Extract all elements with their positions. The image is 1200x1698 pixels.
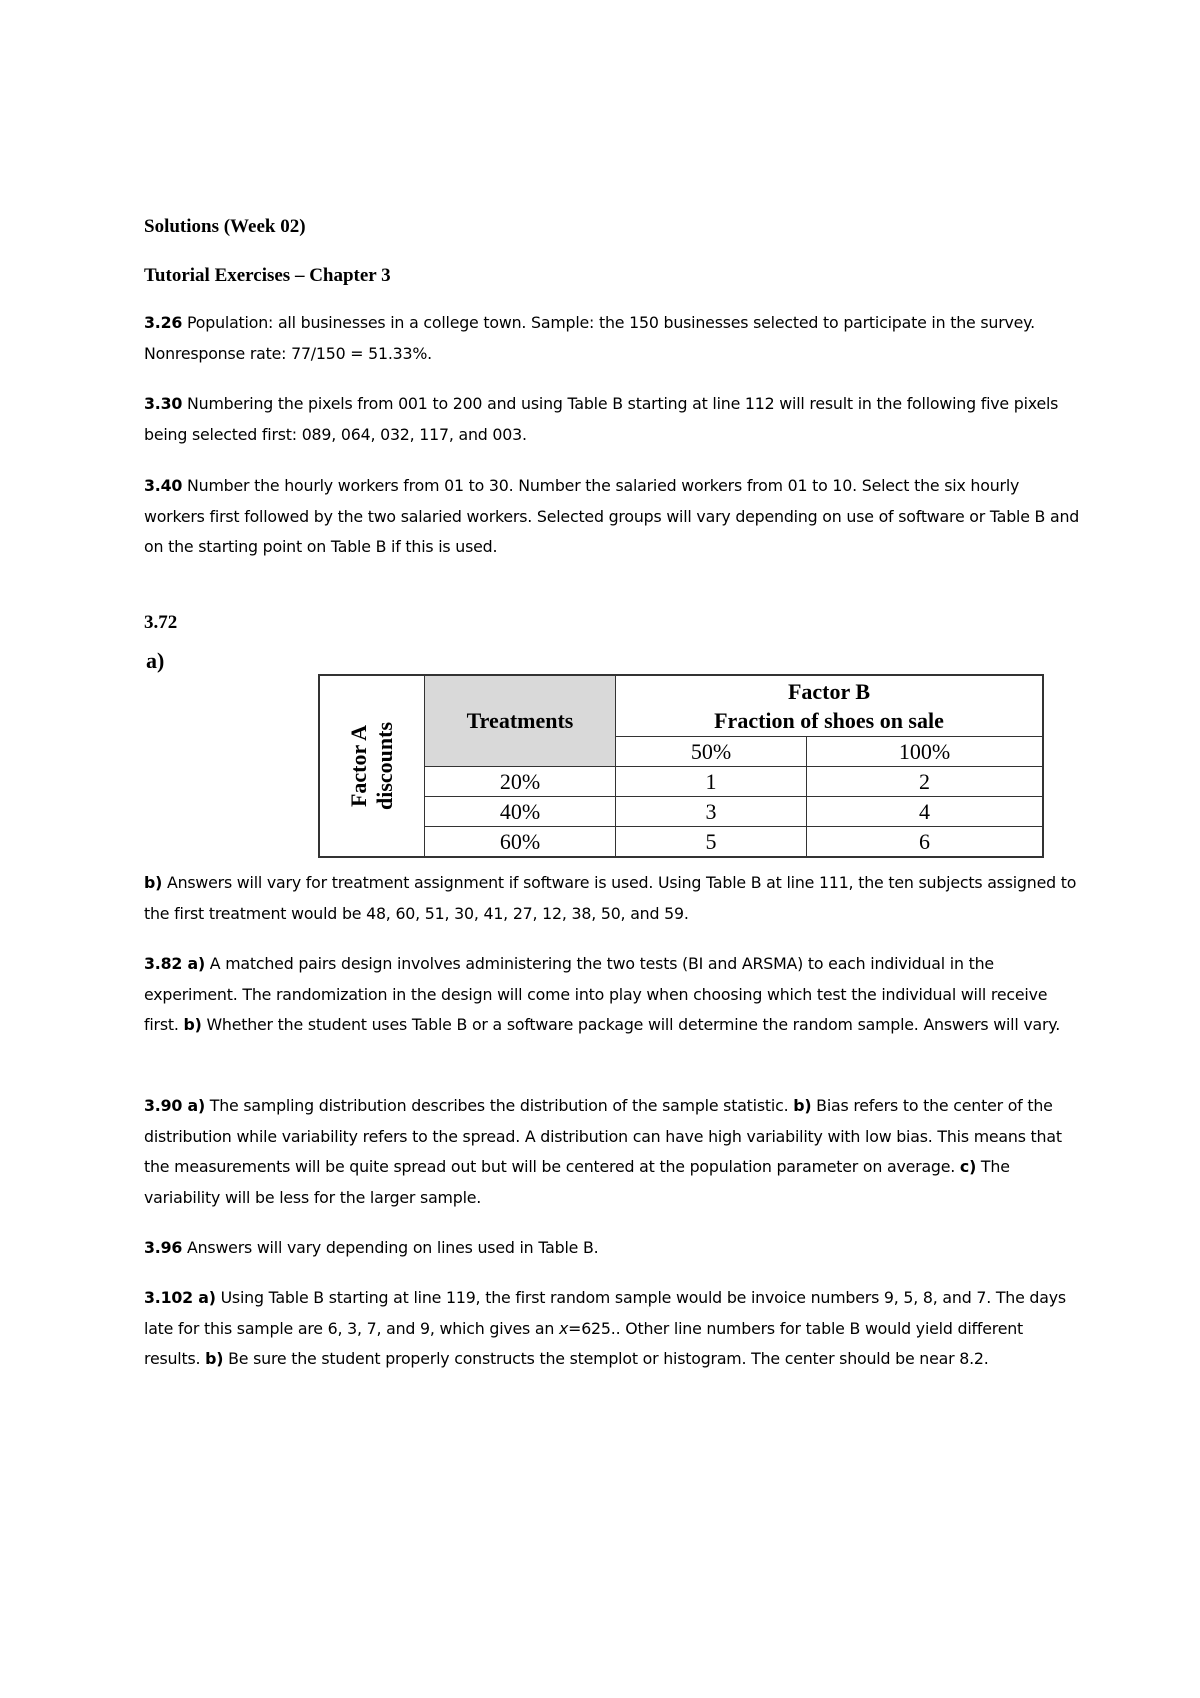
- row-level: 40%: [425, 797, 616, 827]
- design-table: [318, 674, 1044, 858]
- answer-text: Number the hourly workers from 01 to 30. Number the salaried workers from 01 to 10. Select the six hourly workers first followed by the two salaried workers. Selected groups will vary depending on use of software or Table B and on the starting point on Table B if this is used.: [144, 476, 1080, 556]
- answer-3-40: [144, 471, 1084, 563]
- treatments-header: Treatments: [425, 675, 616, 767]
- column-header-100: 100%: [807, 737, 1044, 767]
- part-a-label: a): [146, 648, 165, 673]
- factor-b-label: Factor B: [787, 679, 871, 704]
- answer-3-30: [144, 389, 1084, 450]
- answer-text: The variability will be less for the larger sample.: [144, 1157, 1010, 1207]
- part-a-label: a): [182, 954, 205, 973]
- factor-b-header: [616, 675, 1044, 737]
- page-title: Solutions (Week 02): [144, 216, 306, 237]
- column-header-50: 50%: [616, 737, 807, 767]
- answer-text: Answers will vary depending on lines used in Table B.: [182, 1238, 599, 1257]
- answer-3-82: [144, 949, 1084, 1041]
- answer-3-90: [144, 1091, 1084, 1213]
- table-cell: 2: [807, 767, 1044, 797]
- table-row: [319, 827, 1043, 858]
- factor-a-label: Factor A: [346, 724, 371, 808]
- question-number: 3.30: [144, 394, 183, 413]
- question-number: 3.26: [144, 313, 183, 332]
- answer-text: Whether the student uses Table B or a software package will determine the random sample. Answers will vary.: [201, 1015, 1061, 1034]
- question-3-72-number: 3.72: [144, 612, 178, 633]
- question-number: 3.96: [144, 1238, 183, 1257]
- part-b-label: b): [183, 1015, 202, 1034]
- x-bar-variable: x: [559, 1318, 569, 1338]
- table-cell: 6: [807, 827, 1044, 858]
- answer-text: Answers will vary for treatment assignment if software is used. Using Table B at line 111, the ten subjects assigned to the first treatment would be 48, 60, 51, 30, 41, 27, 12, 38, 50, and 59.: [144, 873, 1077, 923]
- answer-3-102: [144, 1283, 1084, 1375]
- table-cell: 3: [616, 797, 807, 827]
- answer-3-96: [144, 1233, 1084, 1264]
- question-number: 3.90: [144, 1096, 183, 1115]
- table-cell: 1: [616, 767, 807, 797]
- answer-text: Using Table B starting at line 119, the first random sample would be invoice numbers 9, 5, 8, and 7. The days late for this sample are 6, 3, 7, and 9, which gives an: [144, 1288, 1066, 1338]
- factor-a-cell: [319, 675, 425, 857]
- part-b-label: b): [205, 1349, 224, 1368]
- table-cell: 5: [616, 827, 807, 858]
- question-number: 3.102: [144, 1288, 193, 1307]
- answer-text: =625.. Other line numbers for table B would yield different results.: [144, 1318, 1024, 1368]
- part-a-label: a): [192, 1288, 216, 1307]
- factor-a-sublabel: discounts: [372, 721, 397, 811]
- part-c-label: c): [959, 1157, 977, 1176]
- page-subtitle: Tutorial Exercises – Chapter 3: [144, 265, 391, 286]
- table-cell: 4: [807, 797, 1044, 827]
- question-number: 3.40: [144, 476, 183, 495]
- row-level: 20%: [425, 767, 616, 797]
- question-number: 3.82: [144, 954, 183, 973]
- answer-3-26: [144, 308, 1084, 369]
- table-row: [319, 767, 1043, 797]
- row-level: 60%: [425, 827, 616, 858]
- answer-text: The sampling distribution describes the distribution of the sample statistic.: [204, 1096, 794, 1115]
- part-b-label: b): [144, 873, 163, 892]
- table-row: [319, 797, 1043, 827]
- answer-text: Population: all businesses in a college town. Sample: the 150 businesses selected to participate in the survey. Nonresponse rate: 77/150 = 51.33%.: [144, 313, 1035, 363]
- answer-text: Be sure the student properly constructs the stemplot or histogram. The center should be near 8.2.: [223, 1349, 989, 1368]
- part-a-label: a): [182, 1096, 205, 1115]
- answer-text: Numbering the pixels from 001 to 200 and using Table B starting at line 112 will result in the following five pixels being selected first: 089, 064, 032, 117, and 003.: [144, 394, 1059, 444]
- answer-text: Bias refers to the center of the distribution while variability refers to the spread. A distribution can have high variability with low bias. This means that the measurements will be quite spread out but will be centered at the population parameter on average.: [144, 1096, 1062, 1176]
- factor-b-sublabel: Fraction of shoes on sale: [714, 708, 944, 733]
- answer-3-72-b: [144, 868, 1084, 929]
- part-b-label: b): [793, 1096, 812, 1115]
- answer-text: A matched pairs design involves administering the two tests (BI and ARSMA) to each individual in the experiment. The randomization in the design will come into play when choosing which test the individual will receive first.: [144, 954, 1048, 1034]
